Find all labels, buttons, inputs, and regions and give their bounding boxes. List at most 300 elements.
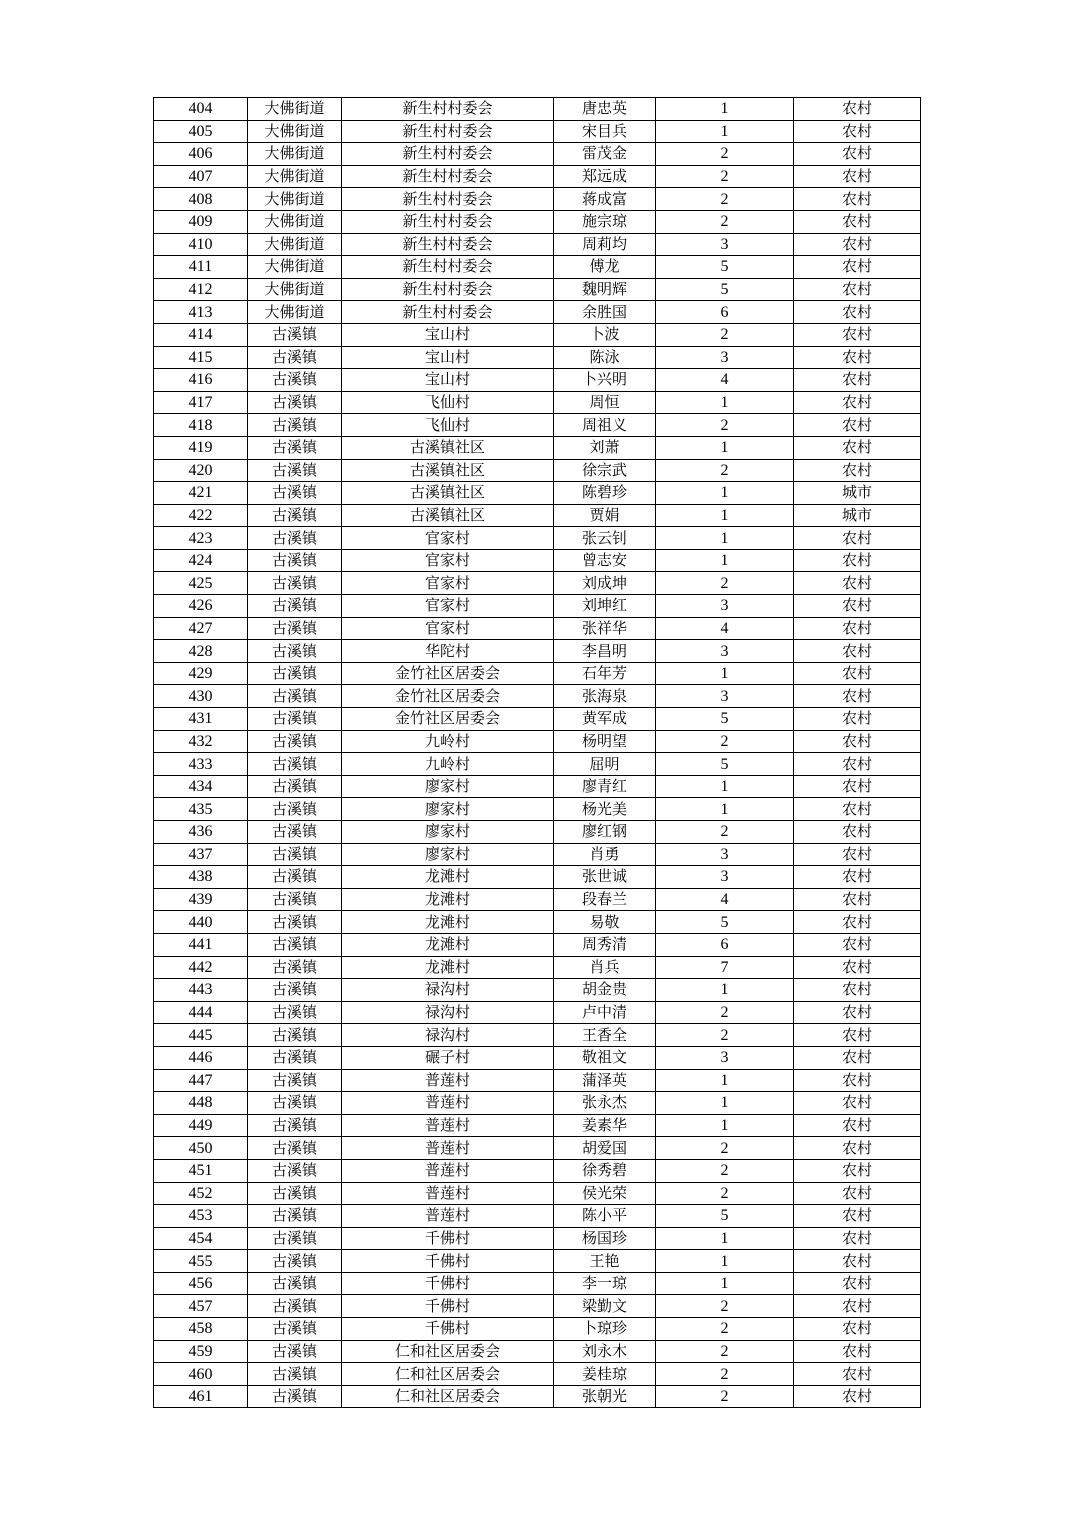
area-type-cell: 农村	[794, 165, 921, 188]
count-cell: 4	[656, 888, 794, 911]
village-cell: 飞仙村	[342, 391, 554, 414]
count-cell: 1	[656, 1227, 794, 1250]
town-cell: 古溪镇	[248, 482, 342, 505]
village-cell: 官家村	[342, 572, 554, 595]
serial-number-cell: 428	[154, 640, 248, 663]
area-type-cell: 农村	[794, 120, 921, 143]
table-row	[154, 233, 921, 256]
table-row	[154, 911, 921, 934]
area-type-cell: 农村	[794, 685, 921, 708]
village-cell: 古溪镇社区	[342, 436, 554, 459]
area-type-cell: 农村	[794, 1092, 921, 1115]
area-type-cell: 农村	[794, 1295, 921, 1318]
town-cell: 古溪镇	[248, 414, 342, 437]
area-type-cell: 农村	[794, 391, 921, 414]
town-cell: 古溪镇	[248, 436, 342, 459]
table-row	[154, 436, 921, 459]
town-cell: 古溪镇	[248, 753, 342, 776]
name-cell: 姜桂琼	[554, 1363, 656, 1386]
town-cell: 大佛街道	[248, 301, 342, 324]
name-cell: 施宗琼	[554, 210, 656, 233]
table-row	[154, 1114, 921, 1137]
name-cell: 刘永木	[554, 1340, 656, 1363]
name-cell: 廖青红	[554, 775, 656, 798]
village-cell: 金竹社区居委会	[342, 708, 554, 731]
town-cell: 大佛街道	[248, 256, 342, 279]
table-row	[154, 730, 921, 753]
name-cell: 雷茂金	[554, 143, 656, 166]
name-cell: 易敬	[554, 911, 656, 934]
village-cell: 龙滩村	[342, 888, 554, 911]
table-row	[154, 120, 921, 143]
village-cell: 仁和社区居委会	[342, 1385, 554, 1408]
area-type-cell: 农村	[794, 1024, 921, 1047]
count-cell: 1	[656, 120, 794, 143]
village-cell: 新生村村委会	[342, 256, 554, 279]
count-cell: 2	[656, 1182, 794, 1205]
count-cell: 3	[656, 1046, 794, 1069]
area-type-cell: 农村	[794, 1137, 921, 1160]
name-cell: 梁勤文	[554, 1295, 656, 1318]
area-type-cell: 农村	[794, 549, 921, 572]
serial-number-cell: 451	[154, 1159, 248, 1182]
serial-number-cell: 452	[154, 1182, 248, 1205]
name-cell: 姜素华	[554, 1114, 656, 1137]
town-cell: 古溪镇	[248, 1272, 342, 1295]
area-type-cell: 农村	[794, 730, 921, 753]
village-cell: 金竹社区居委会	[342, 685, 554, 708]
area-type-cell: 城市	[794, 504, 921, 527]
serial-number-cell: 445	[154, 1024, 248, 1047]
table-row	[154, 188, 921, 211]
town-cell: 古溪镇	[248, 1159, 342, 1182]
area-type-cell: 城市	[794, 482, 921, 505]
town-cell: 古溪镇	[248, 391, 342, 414]
name-cell: 陈小平	[554, 1205, 656, 1228]
area-type-cell: 农村	[794, 278, 921, 301]
area-type-cell: 农村	[794, 775, 921, 798]
table-row	[154, 617, 921, 640]
table-row	[154, 956, 921, 979]
count-cell: 2	[656, 1137, 794, 1160]
village-cell: 廖家村	[342, 775, 554, 798]
area-type-cell: 农村	[794, 572, 921, 595]
count-cell: 2	[656, 1159, 794, 1182]
area-type-cell: 农村	[794, 595, 921, 618]
table-row	[154, 1137, 921, 1160]
name-cell: 余胜国	[554, 301, 656, 324]
village-cell: 廖家村	[342, 843, 554, 866]
town-cell: 古溪镇	[248, 1385, 342, 1408]
village-cell: 普莲村	[342, 1182, 554, 1205]
name-cell: 刘成坤	[554, 572, 656, 595]
town-cell: 古溪镇	[248, 1069, 342, 1092]
village-cell: 千佛村	[342, 1318, 554, 1341]
area-type-cell: 农村	[794, 821, 921, 844]
village-cell: 九岭村	[342, 730, 554, 753]
town-cell: 古溪镇	[248, 504, 342, 527]
serial-number-cell: 444	[154, 1001, 248, 1024]
area-type-cell: 农村	[794, 888, 921, 911]
serial-number-cell: 406	[154, 143, 248, 166]
serial-number-cell: 430	[154, 685, 248, 708]
serial-number-cell: 447	[154, 1069, 248, 1092]
serial-number-cell: 404	[154, 98, 248, 121]
town-cell: 古溪镇	[248, 1114, 342, 1137]
count-cell: 3	[656, 346, 794, 369]
count-cell: 1	[656, 1250, 794, 1273]
count-cell: 5	[656, 708, 794, 731]
serial-number-cell: 424	[154, 549, 248, 572]
table-row	[154, 459, 921, 482]
serial-number-cell: 407	[154, 165, 248, 188]
count-cell: 5	[656, 753, 794, 776]
town-cell: 古溪镇	[248, 323, 342, 346]
village-cell: 古溪镇社区	[342, 482, 554, 505]
serial-number-cell: 415	[154, 346, 248, 369]
table-row	[154, 278, 921, 301]
count-cell: 5	[656, 256, 794, 279]
area-type-cell: 农村	[794, 188, 921, 211]
village-cell: 廖家村	[342, 821, 554, 844]
count-cell: 5	[656, 911, 794, 934]
count-cell: 6	[656, 301, 794, 324]
village-cell: 官家村	[342, 527, 554, 550]
table-row	[154, 301, 921, 324]
name-cell: 卜波	[554, 323, 656, 346]
serial-number-cell: 408	[154, 188, 248, 211]
serial-number-cell: 437	[154, 843, 248, 866]
name-cell: 张朝光	[554, 1385, 656, 1408]
town-cell: 古溪镇	[248, 888, 342, 911]
table-row	[154, 1182, 921, 1205]
town-cell: 古溪镇	[248, 662, 342, 685]
name-cell: 敬祖文	[554, 1046, 656, 1069]
name-cell: 周秀清	[554, 933, 656, 956]
town-cell: 古溪镇	[248, 1363, 342, 1386]
name-cell: 胡爱国	[554, 1137, 656, 1160]
town-cell: 古溪镇	[248, 866, 342, 889]
count-cell: 1	[656, 391, 794, 414]
village-cell: 古溪镇社区	[342, 504, 554, 527]
serial-number-cell: 443	[154, 979, 248, 1002]
area-type-cell: 农村	[794, 256, 921, 279]
serial-number-cell: 432	[154, 730, 248, 753]
count-cell: 2	[656, 210, 794, 233]
name-cell: 宋目兵	[554, 120, 656, 143]
serial-number-cell: 446	[154, 1046, 248, 1069]
table-row	[154, 866, 921, 889]
serial-number-cell: 419	[154, 436, 248, 459]
serial-number-cell: 431	[154, 708, 248, 731]
count-cell: 2	[656, 1001, 794, 1024]
town-cell: 古溪镇	[248, 549, 342, 572]
area-type-cell: 农村	[794, 1363, 921, 1386]
name-cell: 魏明辉	[554, 278, 656, 301]
area-type-cell: 农村	[794, 1227, 921, 1250]
village-cell: 龙滩村	[342, 956, 554, 979]
name-cell: 黄军成	[554, 708, 656, 731]
town-cell: 古溪镇	[248, 346, 342, 369]
table-row	[154, 685, 921, 708]
area-type-cell: 农村	[794, 233, 921, 256]
count-cell: 3	[656, 233, 794, 256]
village-cell: 华陀村	[342, 640, 554, 663]
area-type-cell: 农村	[794, 1069, 921, 1092]
area-type-cell: 农村	[794, 640, 921, 663]
serial-number-cell: 454	[154, 1227, 248, 1250]
village-cell: 官家村	[342, 549, 554, 572]
table-row	[154, 595, 921, 618]
count-cell: 3	[656, 843, 794, 866]
town-cell: 古溪镇	[248, 1046, 342, 1069]
village-cell: 古溪镇社区	[342, 459, 554, 482]
serial-number-cell: 426	[154, 595, 248, 618]
name-cell: 胡金贵	[554, 979, 656, 1002]
serial-number-cell: 449	[154, 1114, 248, 1137]
name-cell: 傅龙	[554, 256, 656, 279]
name-cell: 刘坤红	[554, 595, 656, 618]
name-cell: 徐秀碧	[554, 1159, 656, 1182]
serial-number-cell: 436	[154, 821, 248, 844]
count-cell: 5	[656, 1205, 794, 1228]
area-type-cell: 农村	[794, 911, 921, 934]
town-cell: 古溪镇	[248, 1318, 342, 1341]
count-cell: 2	[656, 1295, 794, 1318]
area-type-cell: 农村	[794, 1340, 921, 1363]
serial-number-cell: 453	[154, 1205, 248, 1228]
table-row	[154, 549, 921, 572]
village-cell: 碾子村	[342, 1046, 554, 1069]
count-cell: 3	[656, 866, 794, 889]
count-cell: 2	[656, 1318, 794, 1341]
serial-number-cell: 413	[154, 301, 248, 324]
village-cell: 新生村村委会	[342, 120, 554, 143]
table-row	[154, 1205, 921, 1228]
name-cell: 周莉均	[554, 233, 656, 256]
count-cell: 2	[656, 188, 794, 211]
area-type-cell: 农村	[794, 323, 921, 346]
count-cell: 1	[656, 1069, 794, 1092]
table-row	[154, 753, 921, 776]
count-cell: 1	[656, 662, 794, 685]
table-row	[154, 98, 921, 121]
count-cell: 2	[656, 1340, 794, 1363]
town-cell: 古溪镇	[248, 1024, 342, 1047]
name-cell: 张世诚	[554, 866, 656, 889]
serial-number-cell: 414	[154, 323, 248, 346]
town-cell: 古溪镇	[248, 1137, 342, 1160]
town-cell: 古溪镇	[248, 1092, 342, 1115]
count-cell: 1	[656, 98, 794, 121]
village-cell: 禄沟村	[342, 979, 554, 1002]
count-cell: 1	[656, 549, 794, 572]
name-cell: 杨国珍	[554, 1227, 656, 1250]
table-row	[154, 979, 921, 1002]
village-cell: 龙滩村	[342, 866, 554, 889]
town-cell: 大佛街道	[248, 210, 342, 233]
count-cell: 2	[656, 143, 794, 166]
town-cell: 古溪镇	[248, 1295, 342, 1318]
area-type-cell: 农村	[794, 662, 921, 685]
table-row	[154, 256, 921, 279]
name-cell: 郑远成	[554, 165, 656, 188]
count-cell: 7	[656, 956, 794, 979]
table-row	[154, 662, 921, 685]
name-cell: 贾娟	[554, 504, 656, 527]
village-cell: 金竹社区居委会	[342, 662, 554, 685]
table-row	[154, 821, 921, 844]
area-type-cell: 农村	[794, 346, 921, 369]
town-cell: 古溪镇	[248, 708, 342, 731]
serial-number-cell: 433	[154, 753, 248, 776]
area-type-cell: 农村	[794, 98, 921, 121]
table-row	[154, 1295, 921, 1318]
serial-number-cell: 410	[154, 233, 248, 256]
count-cell: 3	[656, 595, 794, 618]
table-row	[154, 414, 921, 437]
count-cell: 1	[656, 504, 794, 527]
area-type-cell: 农村	[794, 1001, 921, 1024]
table-row	[154, 482, 921, 505]
serial-number-cell: 459	[154, 1340, 248, 1363]
count-cell: 2	[656, 1024, 794, 1047]
name-cell: 刘萧	[554, 436, 656, 459]
table-row	[154, 1159, 921, 1182]
town-cell: 古溪镇	[248, 572, 342, 595]
serial-number-cell: 455	[154, 1250, 248, 1273]
area-type-cell: 农村	[794, 843, 921, 866]
village-cell: 新生村村委会	[342, 98, 554, 121]
town-cell: 古溪镇	[248, 617, 342, 640]
village-cell: 九岭村	[342, 753, 554, 776]
name-cell: 段春兰	[554, 888, 656, 911]
name-cell: 蒋成富	[554, 188, 656, 211]
name-cell: 廖红钢	[554, 821, 656, 844]
area-type-cell: 农村	[794, 143, 921, 166]
table-row	[154, 1340, 921, 1363]
serial-number-cell: 457	[154, 1295, 248, 1318]
count-cell: 2	[656, 323, 794, 346]
town-cell: 大佛街道	[248, 98, 342, 121]
village-cell: 新生村村委会	[342, 143, 554, 166]
town-cell: 古溪镇	[248, 730, 342, 753]
table-row	[154, 933, 921, 956]
town-cell: 大佛街道	[248, 165, 342, 188]
name-cell: 蒲泽英	[554, 1069, 656, 1092]
count-cell: 2	[656, 1385, 794, 1408]
count-cell: 3	[656, 640, 794, 663]
area-type-cell: 农村	[794, 933, 921, 956]
name-cell: 张祥华	[554, 617, 656, 640]
serial-number-cell: 405	[154, 120, 248, 143]
serial-number-cell: 425	[154, 572, 248, 595]
village-cell: 宝山村	[342, 346, 554, 369]
name-cell: 卜琼珍	[554, 1318, 656, 1341]
area-type-cell: 农村	[794, 1205, 921, 1228]
table-row	[154, 1227, 921, 1250]
serial-number-cell: 409	[154, 210, 248, 233]
table-row	[154, 843, 921, 866]
village-cell: 普莲村	[342, 1069, 554, 1092]
count-cell: 6	[656, 933, 794, 956]
count-cell: 2	[656, 1363, 794, 1386]
area-type-cell: 农村	[794, 617, 921, 640]
town-cell: 古溪镇	[248, 1227, 342, 1250]
table-row	[154, 210, 921, 233]
name-cell: 杨光美	[554, 798, 656, 821]
count-cell: 1	[656, 798, 794, 821]
count-cell: 1	[656, 775, 794, 798]
town-cell: 古溪镇	[248, 933, 342, 956]
serial-number-cell: 440	[154, 911, 248, 934]
area-type-cell: 农村	[794, 979, 921, 1002]
count-cell: 3	[656, 685, 794, 708]
count-cell: 4	[656, 617, 794, 640]
town-cell: 古溪镇	[248, 979, 342, 1002]
serial-number-cell: 461	[154, 1385, 248, 1408]
name-cell: 周祖义	[554, 414, 656, 437]
town-cell: 古溪镇	[248, 775, 342, 798]
town-cell: 古溪镇	[248, 595, 342, 618]
name-cell: 周恒	[554, 391, 656, 414]
name-cell: 徐宗武	[554, 459, 656, 482]
town-cell: 古溪镇	[248, 640, 342, 663]
area-type-cell: 农村	[794, 459, 921, 482]
table-row	[154, 1250, 921, 1273]
table-body	[154, 98, 921, 1408]
data-table	[153, 97, 921, 1408]
count-cell: 1	[656, 436, 794, 459]
area-type-cell: 农村	[794, 1272, 921, 1295]
town-cell: 古溪镇	[248, 685, 342, 708]
serial-number-cell: 420	[154, 459, 248, 482]
village-cell: 飞仙村	[342, 414, 554, 437]
town-cell: 古溪镇	[248, 911, 342, 934]
table-row	[154, 1001, 921, 1024]
town-cell: 古溪镇	[248, 1205, 342, 1228]
serial-number-cell: 412	[154, 278, 248, 301]
table-row	[154, 1385, 921, 1408]
table-row	[154, 323, 921, 346]
area-type-cell: 农村	[794, 527, 921, 550]
village-cell: 千佛村	[342, 1295, 554, 1318]
town-cell: 古溪镇	[248, 843, 342, 866]
area-type-cell: 农村	[794, 866, 921, 889]
table-row	[154, 572, 921, 595]
village-cell: 新生村村委会	[342, 165, 554, 188]
name-cell: 张永杰	[554, 1092, 656, 1115]
serial-number-cell: 427	[154, 617, 248, 640]
serial-number-cell: 460	[154, 1363, 248, 1386]
table-row	[154, 1069, 921, 1092]
table-row	[154, 1046, 921, 1069]
table-row	[154, 1272, 921, 1295]
village-cell: 新生村村委会	[342, 278, 554, 301]
table-row	[154, 143, 921, 166]
count-cell: 2	[656, 459, 794, 482]
village-cell: 官家村	[342, 595, 554, 618]
table-row	[154, 346, 921, 369]
name-cell: 张海泉	[554, 685, 656, 708]
village-cell: 普莲村	[342, 1205, 554, 1228]
name-cell: 唐忠英	[554, 98, 656, 121]
name-cell: 屈明	[554, 753, 656, 776]
table-row	[154, 640, 921, 663]
village-cell: 官家村	[342, 617, 554, 640]
village-cell: 千佛村	[342, 1272, 554, 1295]
area-type-cell: 农村	[794, 436, 921, 459]
